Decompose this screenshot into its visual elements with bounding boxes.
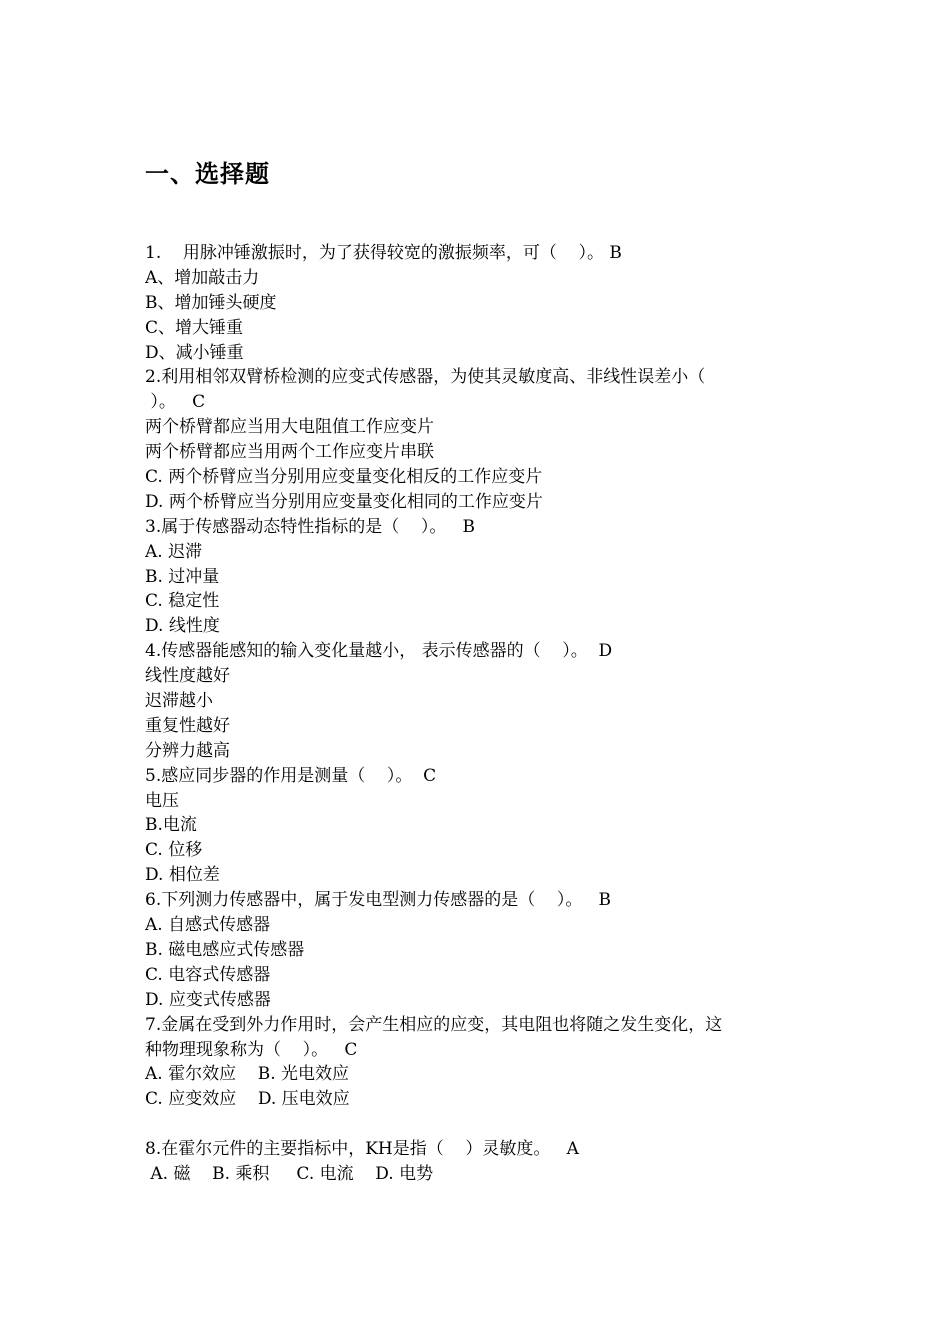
text-line: B、增加锤头硬度 [145, 292, 277, 313]
text-line: C. 位移 [145, 840, 203, 861]
text-line: A、增加敲击力 [145, 267, 260, 288]
text-line: C. 稳定性 [145, 591, 220, 612]
text-line: B. 磁电感应式传感器 [145, 939, 305, 960]
text-line: 种物理现象称为（ ）。 C [145, 1039, 358, 1060]
text-line: D、减小锤重 [145, 342, 244, 363]
text-line: 线性度越好 [145, 666, 230, 687]
text-line: A. 磁 B. 乘积 C. 电流 D. 电势 [145, 1163, 434, 1184]
text-line: C. 两个桥臂应当分别用应变量变化相反的工作应变片 [145, 467, 543, 488]
text-line: C. 电容式传感器 [145, 964, 271, 985]
text-line: A. 迟滞 [145, 541, 203, 562]
text-line: 分辨力越高 [145, 740, 230, 761]
text-line: D. 相位差 [145, 865, 220, 886]
text-line: 4.传感器能感知的输入变化量越小， 表示传感器的（ ）。 D [145, 641, 613, 662]
text-line: 电压 [145, 790, 179, 811]
text-line: 6.下列测力传感器中，属于发电型测力传感器的是（ ）。 B [145, 890, 612, 911]
text-line: 3.属于传感器动态特性指标的是（ ）。 B [145, 516, 476, 537]
text-line: 1. 用脉冲锤激振时，为了获得较宽的激振频率，可（ ）。 B [145, 243, 622, 263]
text-line: C、增大锤重 [145, 317, 244, 338]
text-line: A. 自感式传感器 [145, 915, 271, 936]
text-line: 2.利用相邻双臂桥检测的应变式传感器，为使其灵敏度高、非线性误差小（ [145, 367, 706, 388]
text-line: B. 过冲量 [145, 566, 220, 587]
text-line: 5.感应同步器的作用是测量（ ）。 C [145, 765, 437, 786]
text-line: D. 应变式传感器 [145, 989, 271, 1010]
question-list [145, 241, 815, 1187]
text-line: A. 霍尔效应 B. 光电效应 [145, 1064, 349, 1085]
text-line: 迟滞越小 [145, 691, 213, 712]
text-line: 两个桥臂都应当用大电阻值工作应变片 [145, 417, 434, 438]
text-line: 7.金属在受到外力作用时，会产生相应的应变，其电阻也将随之发生变化，这 [145, 1014, 723, 1035]
text-line: 重复性越好 [145, 715, 230, 736]
text-line: D. 两个桥臂应当分别用应变量变化相同的工作应变片 [145, 491, 543, 512]
text-line: 两个桥臂都应当用两个工作应变片串联 [145, 442, 434, 463]
text-line: B.电流 [145, 815, 197, 836]
text-line: D. 线性度 [145, 616, 220, 637]
text-line: 8.在霍尔元件的主要指标中，KH是指（ ）灵敏度。 A [145, 1139, 579, 1160]
blank-line [145, 1112, 815, 1137]
section-title: 一、选择题 [145, 160, 270, 188]
text-line: ）。 C [145, 392, 206, 413]
text-line: C. 应变效应 D. 压电效应 [145, 1089, 350, 1110]
